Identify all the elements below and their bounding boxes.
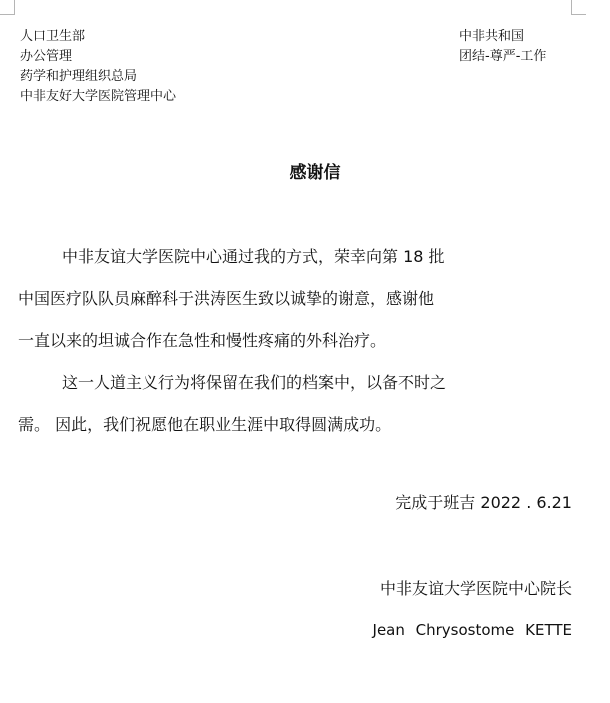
paragraph-line: 中非友谊大学医院中心通过我的方式，荣幸向第 18 批 [62, 247, 445, 266]
country-motto: 团结-尊严-工作 [459, 49, 547, 64]
letter-title: 感谢信 [289, 163, 341, 183]
page-corner-mark-right [571, 0, 586, 15]
body-paragraph-1 [18, 236, 578, 362]
signatory-name: Jean Chrysostome KETTE [372, 621, 572, 639]
sender-header [20, 27, 176, 107]
sender-line-ministry: 人口卫生部 [20, 29, 86, 44]
sender-line-directorate: 药学和护理组织总局 [20, 69, 138, 84]
paragraph-line: 这一人道主义行为将保留在我们的档案中，以备不时之 [62, 373, 447, 392]
paragraph-line: 一直以来的坦诚合作在急性和慢性疼痛的外科治疗。 [18, 331, 387, 350]
paragraph-line: 需。 因此，我们祝愿他在职业生涯中取得圆满成功。 [18, 415, 392, 434]
country-name: 中非共和国 [459, 29, 525, 44]
country-header [459, 27, 546, 67]
body-paragraph-2 [18, 362, 578, 446]
sender-line-hospital: 中非友好大学医院管理中心 [20, 89, 177, 104]
signatory-title: 中非友谊大学医院中心院长 [379, 579, 572, 598]
paragraph-line: 中国医疗队队员麻醉科于洪涛医生致以诚挚的谢意，感谢他 [18, 289, 435, 308]
date-line: 完成于班吉 2022 . 6.21 [395, 493, 572, 512]
page-corner-mark-left [0, 0, 15, 15]
sender-line-office: 办公管理 [20, 49, 73, 64]
